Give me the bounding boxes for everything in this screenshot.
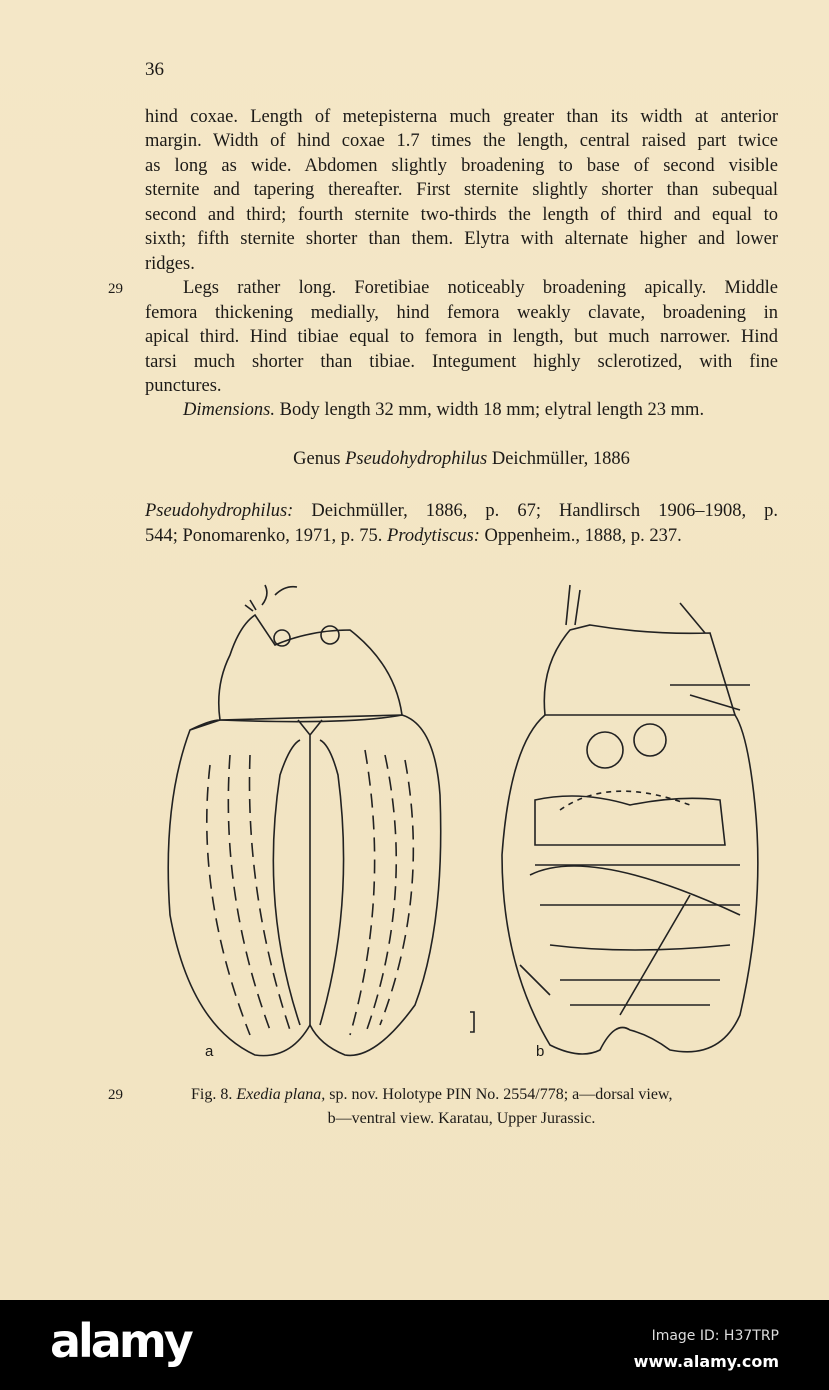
dorsal-view-drawing — [168, 585, 440, 1056]
synonym-text: 544; Ponomarenko, 1971, p. 75. — [145, 526, 388, 546]
figure-caption-line1 — [191, 1084, 672, 1106]
synonymy-line — [145, 524, 778, 548]
synonymy-line — [145, 499, 778, 523]
synonym-text: Oppenheim., 1888, p. 237. — [479, 526, 682, 546]
genus-name: Pseudohydrophilus — [345, 449, 488, 469]
text-line: sternite and tapering thereafter. First sternite slightly shorter than subequal — [145, 180, 778, 200]
dimensions-label: Dimensions. — [183, 400, 275, 420]
text-line: punctures. — [145, 376, 222, 396]
heading-prefix: Genus — [293, 449, 346, 469]
caption-text: sp. nov. Holotype PIN No. 2554/778; a—dorsal view, — [325, 1086, 673, 1103]
synonym-text: Deichmüller, 1886, p. 67; Handlirsch 1906–1908, p. — [293, 501, 778, 521]
figure-caption-line2: b—ventral view. Karatau, Upper Jurassic. — [327, 1110, 596, 1127]
alamy-logo: alamy — [50, 1314, 191, 1368]
text-line: apical third. Hind tibiae equal to femora in length, but much narrower. Hind — [145, 327, 778, 347]
text-line: as long as wide. Abdomen slightly broadening to base of second visible — [145, 156, 778, 176]
text-line: hind coxae. Length of metepisterna much greater than its width at anterior — [145, 107, 778, 127]
text-line: margin. Width of hind coxae 1.7 times the length, central raised part twice — [145, 131, 778, 151]
text-line: second and third; fourth sternite two-thirds the length of third and equal to — [145, 205, 778, 225]
ventral-view-drawing — [502, 585, 758, 1054]
alamy-url: www.alamy.com — [633, 1352, 779, 1371]
watermark-footer — [0, 1300, 829, 1390]
synonym-name: Prodytiscus: — [387, 526, 480, 546]
text-line: femora thickening medially, hind femora weakly clavate, broadening in — [145, 303, 778, 323]
figure-label-a: a — [205, 1043, 214, 1060]
text-line: Legs rather long. Foretibiae noticeably broadening apically. Middle — [183, 278, 778, 298]
figure-label-b: b — [536, 1043, 545, 1060]
dimensions-text: Body length 32 mm, width 18 mm; elytral length 23 mm. — [275, 400, 705, 420]
beetle-figure — [150, 575, 780, 1070]
genus-heading — [145, 449, 778, 470]
caption-margin-number: 29 — [108, 1087, 123, 1103]
image-id: Image ID: H37TRP — [651, 1328, 779, 1344]
text-line: tarsi much shorter than tibiae. Integument highly sclerotized, with fine — [145, 352, 778, 372]
text-line: ridges. — [145, 254, 195, 274]
page-number: 36 — [145, 59, 164, 80]
caption-species: Exedia plana, — [236, 1086, 326, 1103]
heading-suffix: Deichmüller, 1886 — [487, 449, 630, 469]
dimensions-line — [183, 398, 778, 422]
synonym-name: Pseudohydrophilus: — [145, 501, 294, 521]
scale-bar — [470, 1012, 474, 1032]
caption-prefix: Fig. 8. — [191, 1086, 237, 1103]
text-line: sixth; fifth sternite shorter than them. Elytra with alternate higher and lower — [145, 229, 778, 249]
margin-number: 29 — [108, 281, 123, 297]
